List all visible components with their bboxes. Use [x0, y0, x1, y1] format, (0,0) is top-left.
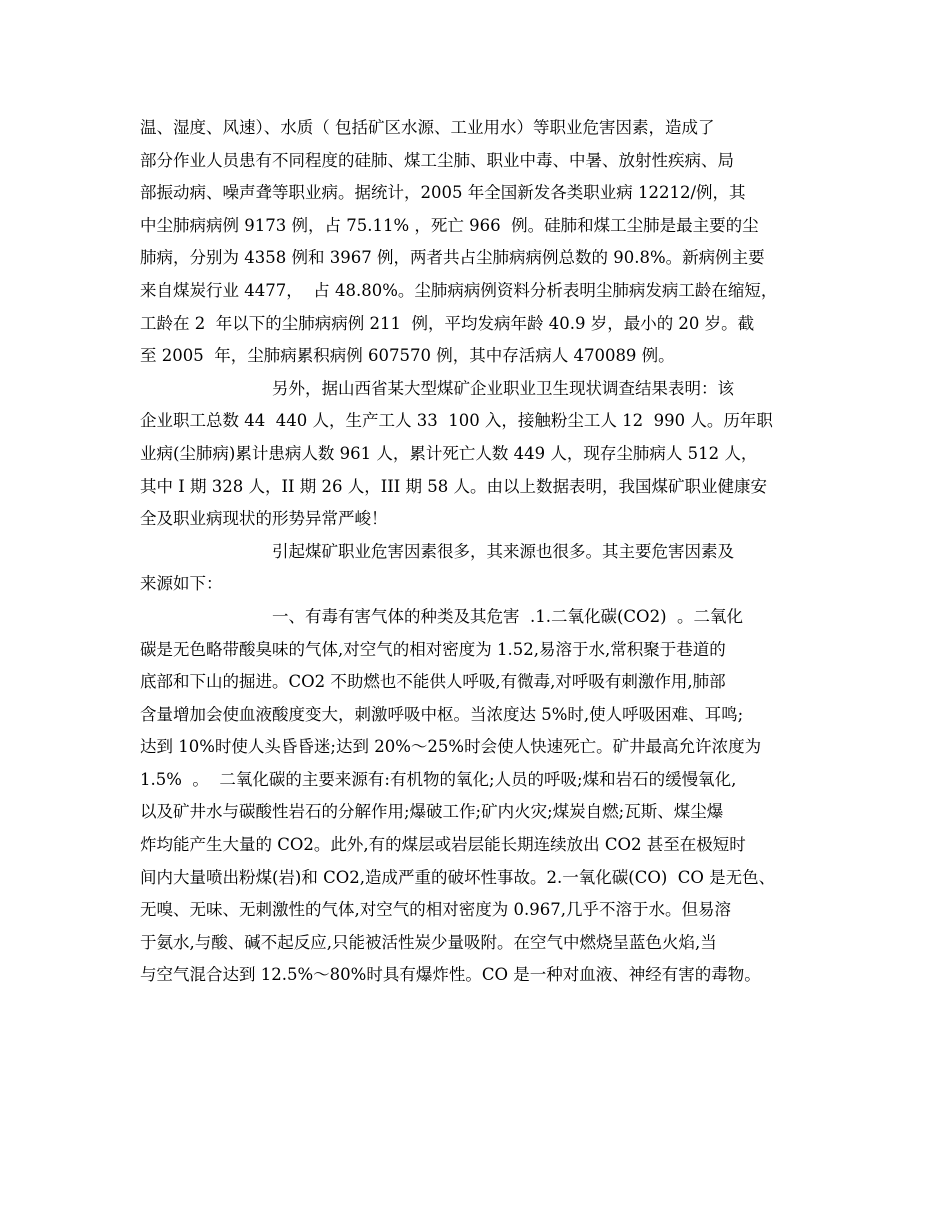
paragraph-occupational-disease-statistics: [140, 112, 830, 373]
text-line: 部振动病、噪声聋等职业病。据统计，2005 年全国新发各类职业病 12212/例，其: [140, 183, 746, 203]
text-line: 以及矿井水与碳酸性岩石的分解作用;爆破工作;矿内火灾;煤炭自燃;瓦斯、煤尘爆: [140, 802, 724, 822]
text-line: 间内大量喷出粉煤(岩)和 CO2,造成严重的破坏性事故。2.一氧化碳(CO) CO 是无色、: [140, 867, 776, 887]
text-line: 1.5% 。 二氧化碳的主要来源有:有机物的氧化;人员的呼吸;煤和岩石的缓慢氧化,: [140, 769, 737, 789]
paragraph-hazard-sources-intro: [140, 536, 830, 601]
text-line: 底部和下山的掘进。CO2 不助燃也不能供人呼吸,有微毒,对呼吸有刺激作用,肺部: [140, 672, 726, 692]
text-line: 中尘肺病病例 9173 例，占 75.11% ，死亡 966 例。硅肺和煤工尘肺是最主要的尘: [140, 215, 759, 235]
text-line: 企业职工总数 44 440 人，生产工人 33 100 入，接触粉尘工人 12 990 人。历年职: [140, 411, 773, 431]
body-text: [140, 112, 830, 992]
text-line: 业病(尘肺病)累计患病人数 961 人，累计死亡人数 449 人，现存尘肺病人 512 人，: [140, 443, 758, 463]
text-line: 无嗅、无味、无刺激性的气体,对空气的相对密度为 0.967,几乎不溶于水。但易溶: [140, 900, 731, 920]
text-line: 炸均能产生大量的 CO2。此外,有的煤层或岩层能长期连续放出 CO2 甚至在极短时: [140, 835, 746, 855]
text-line: 肺病，分别为 4358 例和 3967 例，两者共占尘肺病病例总数的 90.8%。新病例主要: [140, 248, 765, 268]
text-line: 温、湿度、风速）、水质（ 包括矿区水源、工业用水）等职业危害因素，造成了: [140, 118, 715, 137]
text-line: 其中 I 期 328 人，II 期 26 人，III 期 58 人。由以上数据表明，我国煤矿职业健康安: [140, 476, 768, 496]
text-line: 一、有毒有害气体的种类及其危害 .1.二氧化碳(CO2) 。二氧化: [272, 606, 743, 626]
text-line: 来源如下：: [140, 574, 223, 594]
text-line: 于氨水,与酸、碱不起反应,只能被活性炭少量吸附。在空气中燃烧呈蓝色火焰,当: [140, 932, 717, 952]
text-line: 与空气混合达到 12.5%～80%时具有爆炸性。CO 是一种对血液、神经有害的毒物。: [140, 965, 761, 985]
text-line: 达到 10%时使人头昏昏迷;达到 20%～25%时会使人快速死亡。矿井最高允许浓度为: [140, 737, 762, 757]
text-line: 部分作业人员患有不同程度的硅肺、煤工尘肺、职业中毒、中暑、放射性疾病、局: [140, 150, 734, 170]
paragraph-toxic-gases: [140, 601, 830, 992]
text-line: 引起煤矿职业危害因素很多，其来源也很多。其主要危害因素及: [272, 541, 734, 561]
text-line: 碳是无色略带酸臭味的气体,对空气的相对密度为 1.52,易溶于水,常积聚于巷道的: [140, 639, 726, 659]
text-line: 全及职业病现状的形势异常严峻！: [140, 509, 388, 529]
text-line: 另外，据山西省某大型煤矿企业职业卫生现状调查结果表明：该: [272, 378, 734, 398]
text-line: 工龄在 2 年以下的尘肺病病例 211 例，平均发病年龄 40.9 岁，最小的 20 岁。截: [140, 313, 755, 333]
text-line: 至 2005 年，尘肺病累积病例 607570 例，其中存活病人 470089 例。: [140, 346, 675, 366]
text-line: 来自煤炭行业 4477， 占 48.80%。尘肺病病例资料分析表明尘肺病发病工龄在缩短，: [140, 280, 778, 300]
paragraph-shanxi-survey: [140, 373, 830, 536]
text-line: 含量增加会使血液酸度变大，刺激呼吸中枢。当浓度达 5%时,使人呼吸困难、耳鸣;: [140, 704, 744, 724]
